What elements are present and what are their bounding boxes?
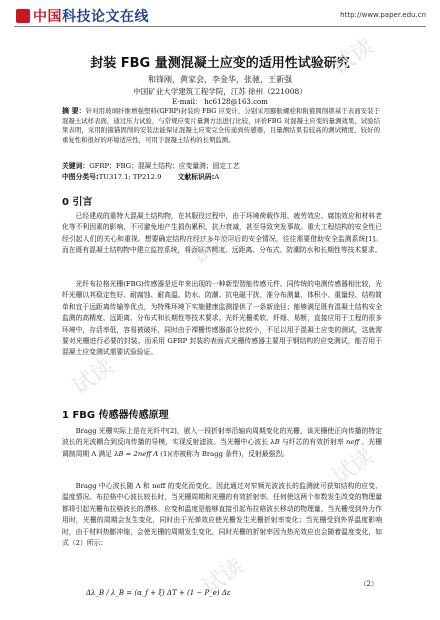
section-1-paragraph-2: Bragg 中心波长随 Λ 和 neff 的变化而变化，因此通过对窄频光波波长的监测就可获知结构的应变、温度情况。布拉格中心波长较长时，当光栅周期和光栅的有效折射率。任何使这两个参数发生改变的物理量都将引起光栅布拉格波长的漂移。应变和温度是能够直接引起布拉格波长移动的物理量。当光栅受到外力作用时，光栅的周期会发生变化，同时由于光弹效应使光栅发生光栅折射率变化；当光栅受到外界温度影响时，由于材料热膨冲缩，会使光栅的周期发生变化，同时光栅的折射率因为热光效应也会随着温度变化，如式（2）所示： — [62, 482, 382, 548]
paper-affiliation: 中国矿业大学建筑工程学院，江苏 徐州（221008） — [133, 87, 307, 96]
intro-paragraph-2: 光纤布拉格光栅(FBG)传感器是近年来出现的一种新型智能传感元件。同传统的电测传感器相比较，光纤光栅以其稳定性好、耐腐蚀、耐高温、防水、防潮、抗电磁干扰、准分布测量、体积小、重量轻、结构简单和宜于远距离传输等优点，为特殊环境下实施健康监测提供了一条新途径；能够满足既有混凝土结构安全监测的高精度、远距离、分布式和长期性等技术要求。光纤光栅柔软、纤细、易断，直接应用于工程的很多环境中，存活率低，容易被破坏，同时由于裸栅传感器部分比较小，不足以用于混凝土应变的测试，这就需要对光栅进行必要的封装。而采用 GFRP 封装的表面式光栅传感器主要用于钢结构的应变测试，能否用于混凝土应变测试需要试验验证。 — [62, 280, 382, 357]
paper-title: 封装 FBG 量测混凝土应变的适用性试验研究 — [90, 56, 350, 71]
watermark: 试读 — [67, 354, 119, 401]
keywords-value: GFRP；FBG；混凝土结构；应变量测；固定工艺 — [89, 162, 240, 170]
formula-2-number: （2） — [359, 580, 378, 588]
watermark: 试读 — [327, 34, 379, 81]
intro-paragraph-1: 已经建成的重特大混凝土结构物，在其服役过程中，由于环境荷载作用、疲劳效应、腐蚀效应和材料老化等不利因素的影响，不可避免地产生损伤累积、抗力衰减，甚至导致突发事故。重大工程结构的安全性已经引起人们的关心和重视。想要确定结构在经过多年使用后的安全情况，往往需要借助安全监测系统[1]。而在既有混凝土结构物中建立监控系统，将面临高精度、远距离、分布式、防潮防水和长期性等技术要求。 — [62, 212, 382, 255]
intro-heading: 0 引言 — [62, 197, 93, 208]
keywords-line — [62, 160, 240, 170]
classification-line — [62, 171, 219, 181]
watermark: 试读 — [197, 554, 249, 601]
doc-code-value: A — [214, 173, 220, 181]
abstract-text: 针对用玻璃纤维增强塑料(GFRP)封装的 FBG 应变计，分别采用膨胀螺栓和附箍圆削锁基于表面安装于混凝土试样表面，通过压力试验，与常规应变片量测方法进行比较，评价FBG 对混凝土应变的量测效果、试验结果表明，采用附箍锚固削的安装法能保证混凝土应变完全传递到传感器，且量测结果有较高的测试精度，较好的重复性和很好的环境适应性，可用于混凝土结构的长期监测。 — [62, 107, 380, 144]
logo-mark-icon — [16, 9, 30, 23]
doc-code-label: 文献标识码: — [177, 173, 215, 181]
keywords-label: 关键词： — [62, 162, 90, 170]
site-url[interactable]: http://www.paper.edu.cn — [340, 11, 426, 19]
watermark: 试读 — [187, 224, 239, 271]
paper-email: E-mail： hc6128@163.com — [172, 98, 268, 106]
section-1-heading: 1 FBG 传感器传感原理 — [62, 410, 169, 421]
section-1-paragraph-1: Bragg 光栅实际上是在光纤中[2]，嵌入一段折射率沿轴向周期变化的光栅，该光栅使正向传播的特定波长的光波耦合到反向传播的导模，实现反射滤波。当光栅中心波长 λB 与纤芯的有效折射率 neff 、光栅调制周期 Λ 满足 λB = 2neff Λ (1)(亦被称为 Bragg 条件)，反射最强烈。 — [62, 427, 383, 458]
watermark: 试读 — [327, 444, 379, 491]
clc-value: TU317.1; TP212.9 — [98, 173, 162, 181]
site-logo[interactable] — [16, 6, 149, 26]
formula-2: Δλ_B / λ_B = (α_f + ξ) ΔT + (1 − P_e) Δε — [86, 589, 231, 597]
logo-text: 中国科技论文在线 — [33, 9, 149, 25]
clc-label: 中图分类号: — [62, 173, 99, 181]
abstract-label: 摘 要： — [62, 107, 86, 115]
header-divider — [14, 26, 426, 27]
abstract — [62, 107, 380, 145]
paper-authors: 和锋刚，黄家会，李金华，张驰，王新强 — [148, 75, 292, 84]
bragg-formula: λB = 2neff Λ — [114, 449, 159, 458]
